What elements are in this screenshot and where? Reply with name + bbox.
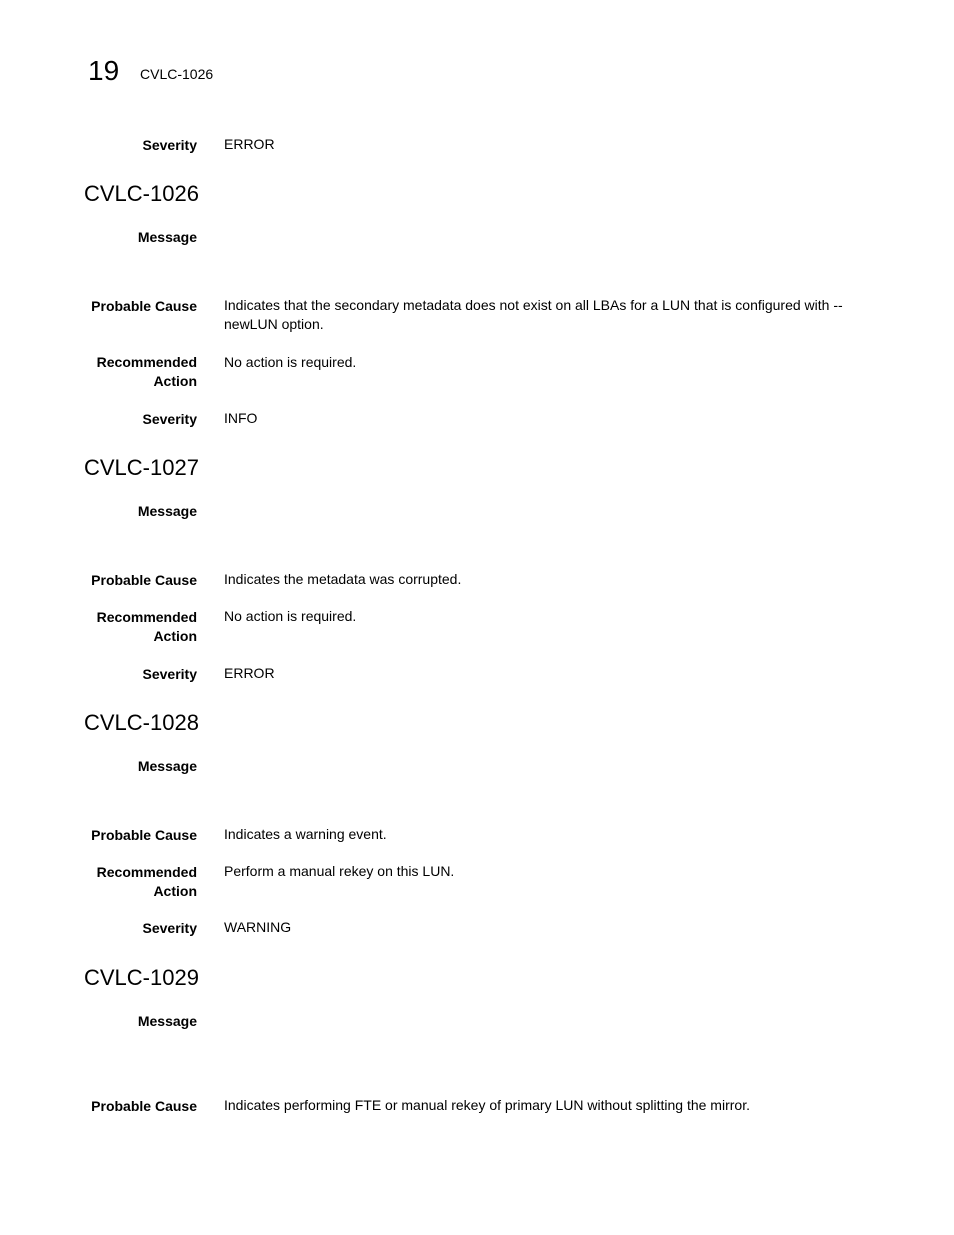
severity-label: Severity (142, 920, 197, 936)
probable-cause-label: Probable Cause (91, 298, 197, 314)
probable-cause-text: Indicates a warning event. (224, 826, 387, 842)
section-title-cvlc-1026: CVLC-1026 (84, 181, 199, 206)
running-header: CVLC-1026 (140, 66, 214, 82)
recommended-label-line1: Recommended (96, 354, 197, 370)
probable-cause-text: Indicates that the secondary metadata does not exist on all LBAs for a LUN that is configured with --newLUN option. (224, 297, 843, 332)
severity-label: Severity (142, 666, 197, 682)
probable-cause-label: Probable Cause (91, 1098, 197, 1114)
recommended-label-line2: Action (153, 373, 197, 389)
recommended-action-label (27, 863, 197, 901)
severity-value: ERROR (224, 665, 275, 681)
section-title-cvlc-1027: CVLC-1027 (84, 455, 199, 480)
recommended-label-line1: Recommended (96, 864, 197, 880)
severity-label: Severity (142, 411, 197, 427)
recommended-action-label (27, 608, 197, 646)
top-severity-label: Severity (142, 137, 197, 153)
recommended-label-line2: Action (153, 883, 197, 899)
page-number: 19 (88, 55, 120, 86)
message-label: Message (137, 1013, 197, 1029)
message-label: Message (137, 229, 197, 245)
recommended-action-text: Perform a manual rekey on this LUN. (224, 863, 455, 879)
probable-cause-label: Probable Cause (91, 827, 197, 843)
section-title-cvlc-1029: CVLC-1029 (84, 965, 199, 990)
probable-cause-text: Indicates the metadata was corrupted. (224, 571, 462, 587)
probable-cause-text: Indicates performing FTE or manual rekey of primary LUN without splitting the mirror. (224, 1097, 750, 1113)
severity-value: INFO (224, 410, 258, 426)
recommended-action-text: No action is required. (224, 608, 357, 624)
message-label: Message (137, 503, 197, 519)
severity-value: WARNING (224, 919, 292, 935)
recommended-action-text: No action is required. (224, 354, 357, 370)
probable-cause-label: Probable Cause (91, 572, 197, 588)
recommended-label-line1: Recommended (96, 609, 197, 625)
section-title-cvlc-1028: CVLC-1028 (84, 710, 199, 735)
recommended-label-line2: Action (153, 628, 197, 644)
recommended-action-label (27, 353, 197, 391)
message-label: Message (137, 758, 197, 774)
top-severity-value: ERROR (224, 136, 275, 152)
